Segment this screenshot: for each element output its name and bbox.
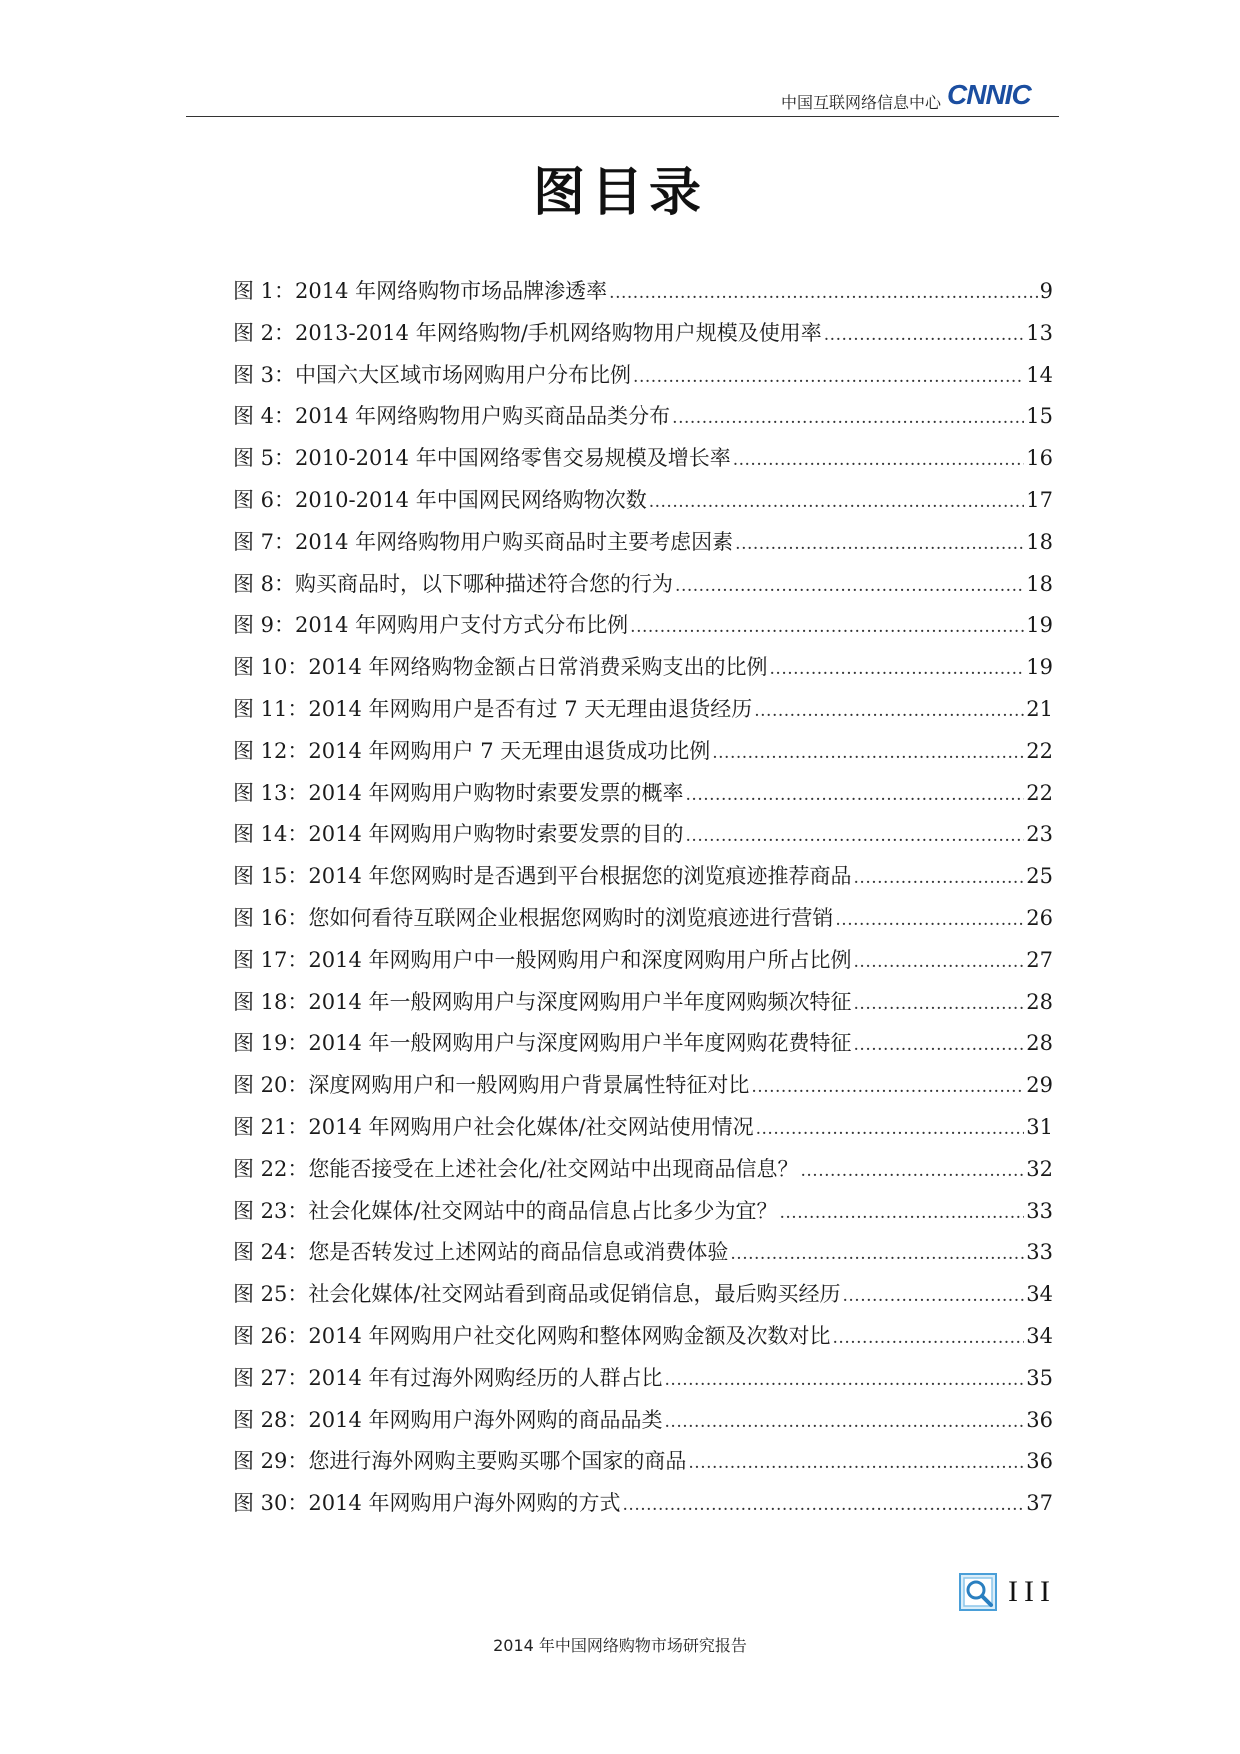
toc-leader-dots [712, 739, 1024, 763]
toc-entry[interactable] [233, 1069, 1053, 1111]
toc-entry-title: 2014 年网购用户购物时索要发票的目的 [308, 822, 684, 847]
toc-leader-dots [770, 655, 1025, 679]
toc-entry-page: 13 [1026, 320, 1053, 345]
toc-entry-title: 2014 年网络购物用户购买商品时主要考虑因素 [295, 529, 734, 554]
toc-entry-title: 2014 年网络购物用户购买商品品类分布 [295, 404, 671, 429]
toc-entry-page: 9 [1039, 279, 1053, 303]
toc-entry-page: 33 [1026, 1240, 1053, 1265]
toc-entry-label: 图 12： [233, 738, 309, 763]
toc-entry-title: 2010-2014 年中国网民网络购物次数 [295, 487, 647, 512]
toc-leader-dots [686, 822, 1025, 846]
toc-leader-dots [686, 781, 1025, 805]
toc-entry-page: 18 [1026, 529, 1053, 554]
toc-leader-dots [754, 697, 1024, 721]
toc-leader-dots [854, 990, 1025, 1014]
toc-leader-dots [609, 279, 1037, 303]
toc-entry[interactable] [233, 1404, 1053, 1446]
toc-entry-label: 图 22： [233, 1156, 309, 1181]
toc-entry[interactable] [233, 275, 1053, 317]
toc-entry-title: 2014 年有过海外网购经历的人群占比 [308, 1365, 663, 1390]
toc-entry-page: 25 [1026, 864, 1053, 889]
toc-entry-label: 图 13： [233, 780, 309, 805]
toc-leader-dots [756, 1115, 1025, 1139]
toc-entry-label: 图 27： [233, 1365, 309, 1390]
toc-entry-title: 中国六大区域市场网购用户分布比例 [295, 362, 632, 387]
toc-entry-label: 图 16： [233, 905, 309, 930]
toc-entry-label: 图 5： [233, 446, 296, 471]
toc-entry-page: 36 [1026, 1449, 1053, 1474]
toc-leader-dots [751, 1073, 1024, 1097]
toc-entry-label: 图 14： [233, 822, 309, 847]
toc-entry[interactable] [233, 986, 1053, 1028]
toc-leader-dots [835, 906, 1024, 930]
toc-entry-page: 27 [1026, 947, 1053, 972]
toc-entry[interactable] [233, 944, 1053, 986]
toc-entry-label: 图 10： [233, 655, 309, 680]
toc-entry[interactable] [233, 484, 1053, 526]
toc-entry[interactable] [233, 735, 1053, 777]
toc-entry-label: 图 18： [233, 989, 309, 1014]
toc-entry-label: 图 23： [233, 1198, 309, 1223]
toc-entry-label: 图 11： [233, 696, 309, 721]
toc-entry-label: 图 28： [233, 1407, 309, 1432]
cnnic-logo [947, 80, 1047, 110]
toc-entry-page: 18 [1026, 571, 1053, 596]
toc-entry-title: 2014 年网购用户 7 天无理由退货成功比例 [308, 738, 711, 763]
toc-entry[interactable] [233, 818, 1053, 860]
toc-leader-dots [665, 1366, 1025, 1390]
toc-entry-page: 34 [1026, 1282, 1053, 1307]
toc-entry-title: 2014 年网购用户社会化媒体/社交网站使用情况 [308, 1114, 754, 1139]
toc-entry-label: 图 25： [233, 1282, 309, 1307]
toc-entry-label: 图 17： [233, 947, 309, 972]
toc-entry-title: 2014 年网购用户社交化网购和整体网购金额及次数对比 [308, 1323, 831, 1348]
toc-leader-dots [800, 1157, 1024, 1181]
toc-entry-label: 图 26： [233, 1323, 309, 1348]
page-number: III [1008, 1575, 1056, 1608]
toc-entry-page: 21 [1026, 696, 1053, 721]
toc-leader-dots [665, 1408, 1025, 1432]
toc-leader-dots [730, 1240, 1024, 1264]
toc-entry-title: 2014 年网购用户是否有过 7 天无理由退货经历 [308, 696, 753, 721]
toc-entry-page: 14 [1026, 362, 1053, 387]
toc-entry-title: 2014 年一般网购用户与深度网购用户半年度网购频次特征 [308, 989, 852, 1014]
toc-entry-label: 图 8： [233, 571, 296, 596]
logo-text: CNNIC [947, 79, 1031, 110]
toc-entry[interactable] [233, 359, 1053, 401]
toc-leader-dots [688, 1449, 1024, 1473]
toc-entry-page: 36 [1026, 1407, 1053, 1432]
toc-entry-page: 19 [1026, 655, 1053, 680]
toc-entry[interactable] [233, 1195, 1053, 1237]
toc-leader-dots [824, 321, 1024, 345]
toc-entry-title: 2014 年网络购物市场品牌渗透率 [295, 279, 608, 303]
toc-entry-label: 图 1： [233, 279, 296, 303]
toc-leader-dots [630, 613, 1024, 637]
toc-entry-label: 图 2： [233, 320, 296, 345]
toc-entry-label: 图 15： [233, 864, 309, 889]
toc-entry[interactable] [233, 1487, 1053, 1529]
page-title: 图目录 [532, 163, 707, 223]
toc-entry[interactable] [233, 651, 1053, 693]
toc-entry[interactable] [233, 902, 1053, 944]
toc-entry[interactable] [233, 693, 1053, 735]
toc-entry-title: 2010-2014 年中国网络零售交易规模及增长率 [295, 446, 731, 471]
toc-leader-dots [854, 948, 1025, 972]
toc-leader-dots [675, 572, 1024, 596]
toc-entry[interactable] [233, 526, 1053, 568]
toc-entry-label: 图 9： [233, 613, 296, 638]
toc-entry-title: 您进行海外网购主要购买哪个国家的商品 [308, 1449, 687, 1474]
toc-entry[interactable] [233, 860, 1053, 902]
toc-entry-title: 2014 年您网购时是否遇到平台根据您的浏览痕迹推荐商品 [308, 864, 852, 889]
toc-leader-dots [854, 1031, 1025, 1055]
toc-entry-title: 您能否接受在上述社会化/社交网站中出现商品信息？ [308, 1156, 799, 1181]
toc-entry[interactable] [233, 1111, 1053, 1153]
toc-entry-title: 2014 年网购用户中一般网购用户和深度网购用户所占比例 [308, 947, 852, 972]
toc-entry-page: 34 [1026, 1323, 1053, 1348]
toc-entry-title: 2014 年一般网购用户与深度网购用户半年度网购花费特征 [308, 1031, 852, 1056]
toc-leader-dots [649, 488, 1025, 512]
magnifier-document-icon [958, 1572, 998, 1612]
toc-entry-label: 图 19： [233, 1031, 309, 1056]
toc-entry-title: 2014 年网购用户海外网购的方式 [308, 1491, 621, 1516]
toc-entry[interactable] [233, 1278, 1053, 1320]
toc-entry-page: 19 [1026, 613, 1053, 638]
toc-entry-title: 2014 年网购用户支付方式分布比例 [295, 613, 629, 638]
toc-leader-dots [623, 1491, 1025, 1515]
toc-entry-title: 您如何看待互联网企业根据您网购时的浏览痕迹进行营销 [308, 905, 834, 930]
toc-leader-dots [735, 530, 1024, 554]
toc-entry[interactable] [233, 1362, 1053, 1404]
toc-entry-title: 2013-2014 年网络购物/手机网络购物用户规模及使用率 [295, 320, 822, 345]
toc-leader-dots [833, 1324, 1025, 1348]
toc-entry-title: 2014 年网购用户海外网购的商品品类 [308, 1407, 663, 1432]
toc-entry[interactable] [233, 1236, 1053, 1278]
toc-entry-page: 23 [1026, 822, 1053, 847]
figure-list [233, 275, 1053, 1529]
page-header [186, 72, 1059, 117]
toc-entry-page: 29 [1026, 1073, 1053, 1098]
toc-entry-page: 31 [1026, 1114, 1053, 1139]
toc-entry-title: 2014 年网络购物金额占日常消费采购支出的比例 [308, 655, 768, 680]
toc-leader-dots [854, 864, 1025, 888]
toc-entry[interactable] [233, 609, 1053, 651]
toc-entry-title: 您是否转发过上述网站的商品信息或消费体验 [308, 1240, 729, 1265]
toc-entry[interactable] [233, 1445, 1053, 1487]
toc-entry-page: 37 [1026, 1491, 1053, 1516]
toc-entry[interactable] [233, 1153, 1053, 1195]
toc-entry-label: 图 6： [233, 487, 296, 512]
toc-entry-label: 图 7： [233, 529, 296, 554]
toc-entry-title: 社会化媒体/社交网站看到商品或促销信息，最后购买经历 [308, 1282, 841, 1307]
toc-entry-page: 26 [1026, 905, 1053, 930]
toc-leader-dots [672, 404, 1024, 428]
toc-entry-title: 2014 年网购用户购物时索要发票的概率 [308, 780, 684, 805]
toc-entry-label: 图 24： [233, 1240, 309, 1265]
toc-entry-label: 图 30： [233, 1491, 309, 1516]
toc-entry-label: 图 4： [233, 404, 296, 429]
toc-entry-title: 深度网购用户和一般网购用户背景属性特征对比 [308, 1073, 750, 1098]
toc-leader-dots [779, 1199, 1024, 1223]
toc-entry-title: 购买商品时，以下哪种描述符合您的行为 [295, 571, 674, 596]
page-footer: 2014 年中国网络购物市场研究报告 [493, 1636, 747, 1655]
toc-entry[interactable] [233, 400, 1053, 442]
toc-entry-title: 社会化媒体/社交网站中的商品信息占比多少为宜？ [308, 1198, 778, 1223]
toc-leader-dots [733, 446, 1025, 470]
toc-entry[interactable] [233, 777, 1053, 819]
toc-entry[interactable] [233, 1027, 1053, 1069]
toc-entry-label: 图 21： [233, 1114, 309, 1139]
toc-leader-dots [633, 363, 1024, 387]
page-marker [958, 1570, 1056, 1614]
toc-entry[interactable] [233, 317, 1053, 359]
toc-entry[interactable] [233, 568, 1053, 610]
toc-entry[interactable] [233, 442, 1053, 484]
toc-entry-label: 图 29： [233, 1449, 309, 1474]
toc-entry[interactable] [233, 1320, 1053, 1362]
toc-entry-page: 17 [1026, 487, 1053, 512]
toc-entry-page: 22 [1026, 780, 1053, 805]
toc-entry-page: 16 [1026, 446, 1053, 471]
org-name: 中国互联网络信息中心 [780, 93, 941, 112]
toc-entry-page: 32 [1026, 1156, 1053, 1181]
toc-entry-page: 22 [1026, 738, 1053, 763]
toc-entry-label: 图 3： [233, 362, 296, 387]
toc-entry-page: 33 [1026, 1198, 1053, 1223]
toc-entry-page: 28 [1026, 989, 1053, 1014]
toc-entry-page: 28 [1026, 1031, 1053, 1056]
toc-leader-dots [842, 1282, 1024, 1306]
toc-entry-label: 图 20： [233, 1073, 309, 1098]
toc-entry-page: 15 [1026, 404, 1053, 429]
toc-entry-page: 35 [1026, 1365, 1053, 1390]
